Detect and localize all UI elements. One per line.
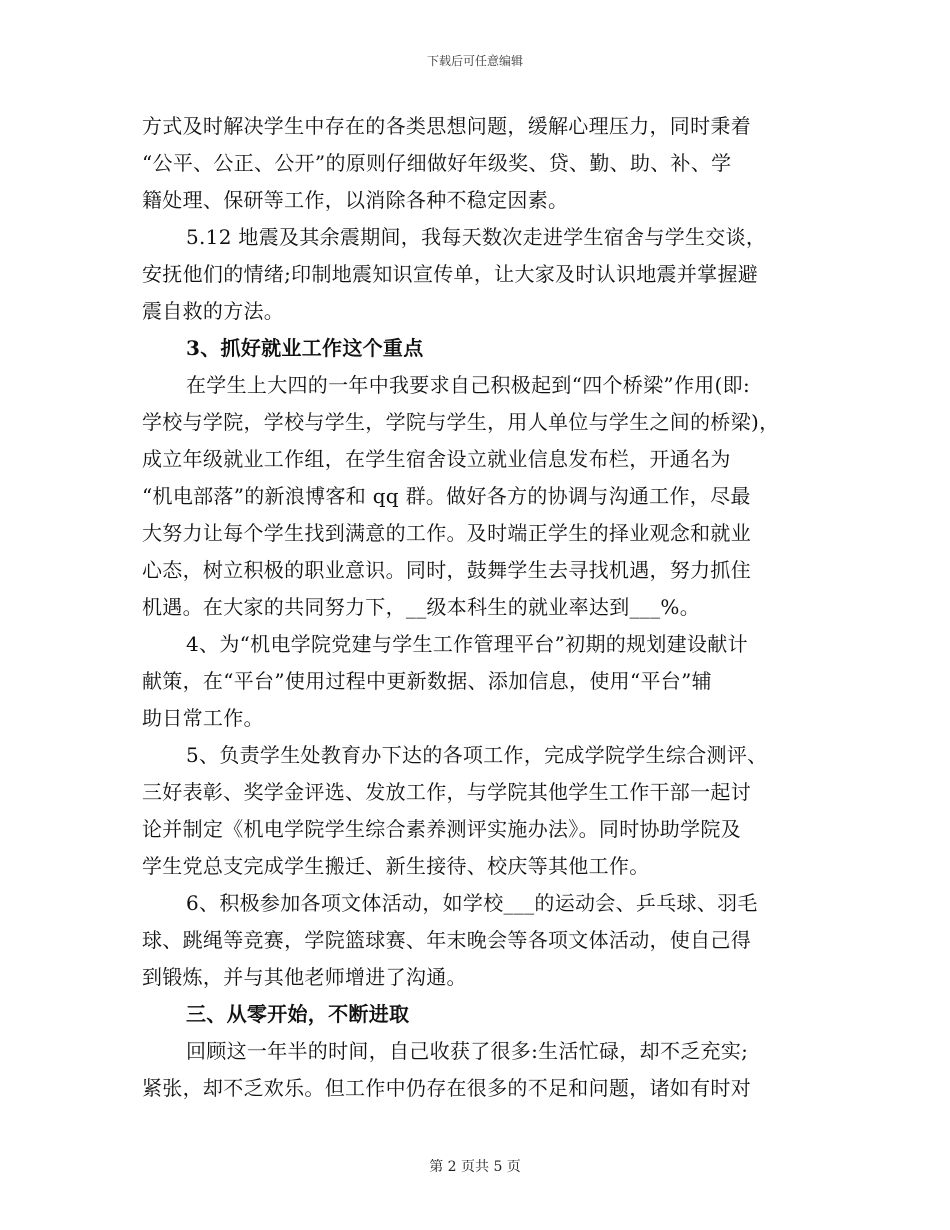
paragraph-line: 球、跳绳等竞赛，学院篮球赛、年末晚会等各项文体活动，使自己得 xyxy=(142,928,751,952)
section-heading: 3、抓好就业工作这个重点 xyxy=(186,336,424,360)
paragraph-line: 助日常工作。 xyxy=(142,706,264,730)
paragraph-line: 到锻炼，并与其他老师增进了沟通。 xyxy=(142,965,467,989)
paragraph-line: 论并制定《机电学院学生综合素养测评实施办法》。同时协助学院及 xyxy=(142,817,741,841)
paragraph-line: “公平、公正、公开”的原则仔细做好年级奖、贷、勤、助、补、学 xyxy=(142,151,732,175)
paragraph-line: 心态，树立积极的职业意识。同时，鼓舞学生去寻找机遇，努力抓住 xyxy=(142,558,751,582)
page-header-note: 下载后可任意编辑 xyxy=(426,54,523,68)
paragraph-line: 大努力让每个学生找到满意的工作。及时端正学生的择业观念和就业 xyxy=(142,521,751,545)
paragraph-line: 4、为“机电学院党建与学生工作管理平台”初期的规划建设献计 xyxy=(186,632,748,656)
paragraph-line: 震自救的方法。 xyxy=(142,299,285,323)
paragraph-line: 5、负责学生处教育办下达的各项工作，完成学院学生综合测评、 xyxy=(186,743,768,767)
paragraph-line: 在学生上大四的一年中我要求自己积极起到“四个桥梁”作用(即: xyxy=(186,373,750,397)
paragraph-line: 成立年级就业工作组，在学生宿舍设立就业信息发布栏，开通名为 xyxy=(142,447,731,471)
paragraph-line: 机遇。在大家的共同努力下，__级本科生的就业率达到___%。 xyxy=(142,595,701,619)
paragraph-line: 紧张，却不乏欢乐。但工作中仍存在很多的不足和问题，诸如有时对 xyxy=(142,1076,751,1100)
paragraph-line: 6、积极参加各项文体活动，如学校___的运动会、乒乓球、羽毛 xyxy=(186,891,758,915)
page-number: 第 2 页共 5 页 xyxy=(429,1159,521,1175)
paragraph-line: 方式及时解决学生中存在的各类思想问题，缓解心理压力，同时秉着 xyxy=(142,114,751,138)
document-body xyxy=(142,108,814,1107)
section-heading: 三、从零开始，不断进取 xyxy=(186,1002,410,1026)
paragraph-line: “机电部落”的新浪博客和 qq 群。做好各方的协调与沟通工作，尽最 xyxy=(142,484,751,508)
paragraph-line: 学生党总支完成学生搬迁、新生接待、校庆等其他工作。 xyxy=(142,854,650,878)
paragraph-line: 5.12 地震及其余震期间，我每天数次走进学生宿舍与学生交谈， xyxy=(186,225,767,249)
paragraph-line: 安抚他们的情绪;印制地震知识宣传单，让大家及时认识地震并掌握避 xyxy=(142,262,759,286)
paragraph-line: 学校与学院，学校与学生，学院与学生，用人单位与学生之间的桥梁)， xyxy=(142,410,780,434)
paragraph-line: 籍处理、保研等工作，以消除各种不稳定因素。 xyxy=(142,188,569,212)
paragraph-line: 回顾这一年半的时间，自己收获了很多:生活忙碌，却不乏充实; xyxy=(186,1039,749,1063)
paragraph-line: 三好表彰、奖学金评选、发放工作，与学院其他学生工作干部一起讨 xyxy=(142,780,751,804)
paragraph-line: 献策，在“平台”使用过程中更新数据、添加信息，使用“平台”辅 xyxy=(142,669,712,693)
